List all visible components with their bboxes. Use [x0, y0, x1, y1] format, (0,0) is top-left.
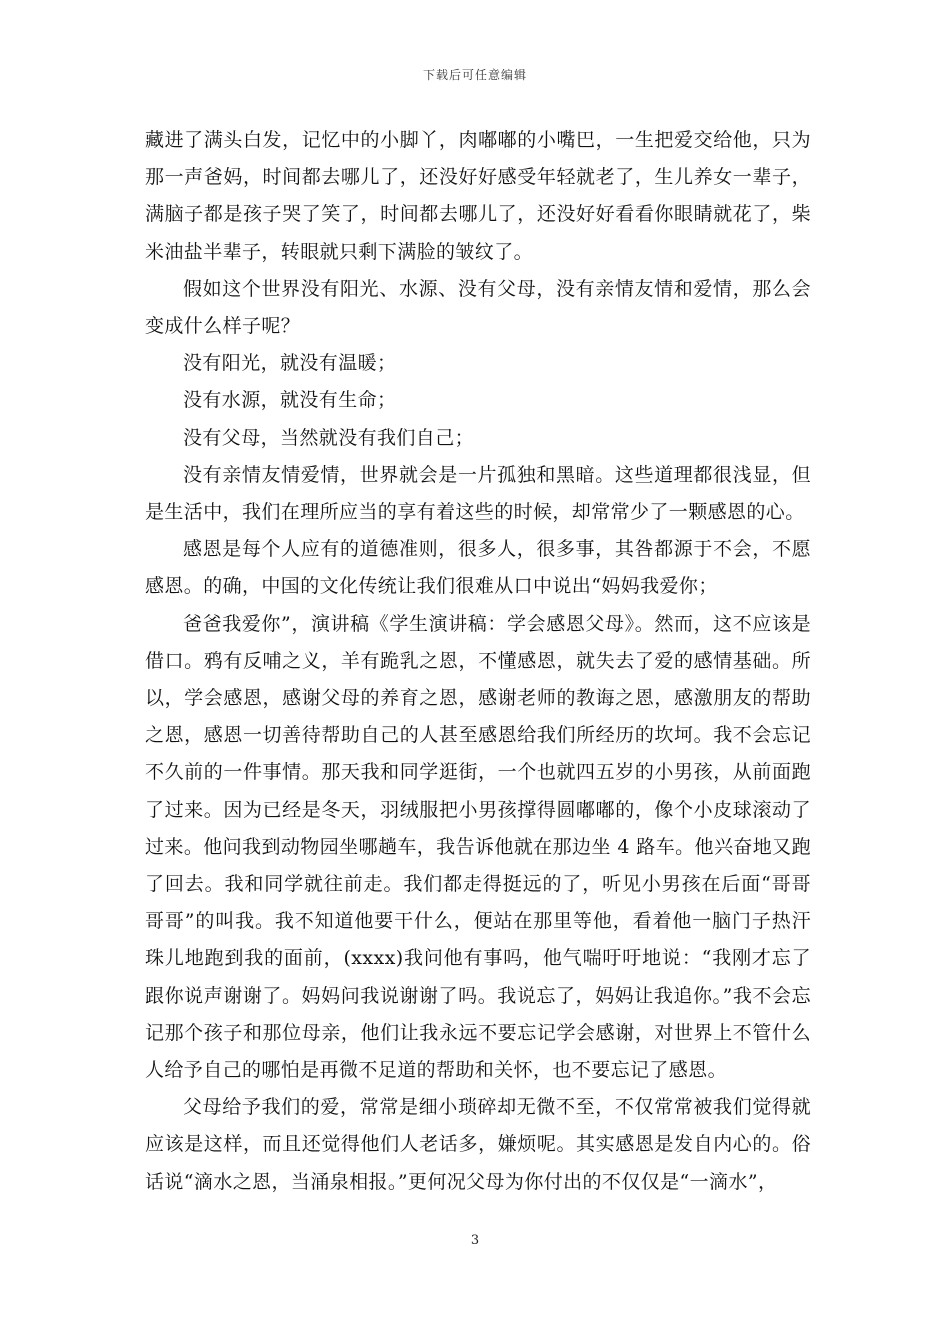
paragraph-no-parents: 没有父母，当然就没有我们自己； [183, 426, 475, 449]
paragraph-hypothesis: 假如这个世界没有阳光、水源、没有父母，没有亲情友情和爱情，那么会变成什么样子呢？ [145, 277, 811, 338]
paragraph-story: 爸爸我爱你”，演讲稿《学生演讲稿：学会感恩父母》。然而，这不应该是借口。鸦有反哺之义，羊有跪乳之恩，不懂感恩，就失去了爱的感情基础。所以，学会感恩，感谢父母的养育之恩，感谢老师的教诲之恩，感激朋友的帮助之恩，感恩一切善待帮助自己的人甚至感恩给我们所经历的坎坷。我不会忘记不久前的一件事情。那天我和同学逛街，一个也就四五岁的小男孩，从前面跑了过来。因为已经是冬天，羽绒服把小男孩撑得圆嘟嘟的，像个小皮球滚动了过来。他问我到动物园坐哪趟车，我告诉他就在那边坐 4 路车。他兴奋地又跑了回去。我和同学就往前走。我们都走得挺远的了，听见小男孩在后面“哥哥哥哥”的叫我。我不知道他要干什么，便站在那里等他，看着他一脑门子热汗珠儿地跑到我的面前，(xxxx)我问他有事吗，他气喘吁吁地说：“我刚才忘了跟你说声谢谢了。妈妈问我说谢谢了吗。我说忘了，妈妈让我追你。”我不会忘记那个孩子和那位母亲，他们让我永远不要忘记学会感谢，对世界上不管什么人给予自己的哪怕是再微不足道的帮助和关怀，也不要忘记了感恩。 [145, 612, 811, 1082]
paragraph-no-affection: 没有亲情友情爱情，世界就会是一片孤独和黑暗。这些道理都很浅显，但是生活中，我们在理所应当的享有着这些的时候，却常常少了一颗感恩的心。 [145, 463, 811, 524]
page-number: 3 [470, 1233, 480, 1248]
paragraph-continuation: 藏进了满头白发，记忆中的小脚丫，肉嘟嘟的小嘴巴，一生把爱交给他，只为那一声爸妈，时间都去哪儿了，还没好好感受年轻就老了，生儿养女一辈子，满脑子都是孩子哭了笑了，时间都去哪儿了，还没好好看看你眼睛就花了，柴米油盐半辈子，转眼就只剩下满脸的皱纹了。 [145, 129, 811, 263]
document-body [145, 122, 811, 1201]
page-header: 下载后可任意编辑 [422, 68, 527, 82]
paragraph-no-water: 没有水源，就没有生命； [183, 389, 397, 412]
paragraph-no-sunlight: 没有阳光，就没有温暖； [183, 352, 397, 375]
paragraph-gratitude-principle: 感恩是每个人应有的道德准则，很多人，很多事，其咎都源于不会，不愿感恩。的确，中国的文化传统让我们很难从口中说出“妈妈我爱你； [145, 538, 811, 598]
paragraph-parents-love: 父母给予我们的爱，常常是细小琐碎却无微不至，不仅常常被我们觉得就应该是这样，而且还觉得他们人老话多，嫌烦呢。其实感恩是发自内心的。俗话说“滴水之恩，当涌泉相报。”更何况父母为你付出的不仅仅是“一滴水”， [145, 1096, 811, 1193]
